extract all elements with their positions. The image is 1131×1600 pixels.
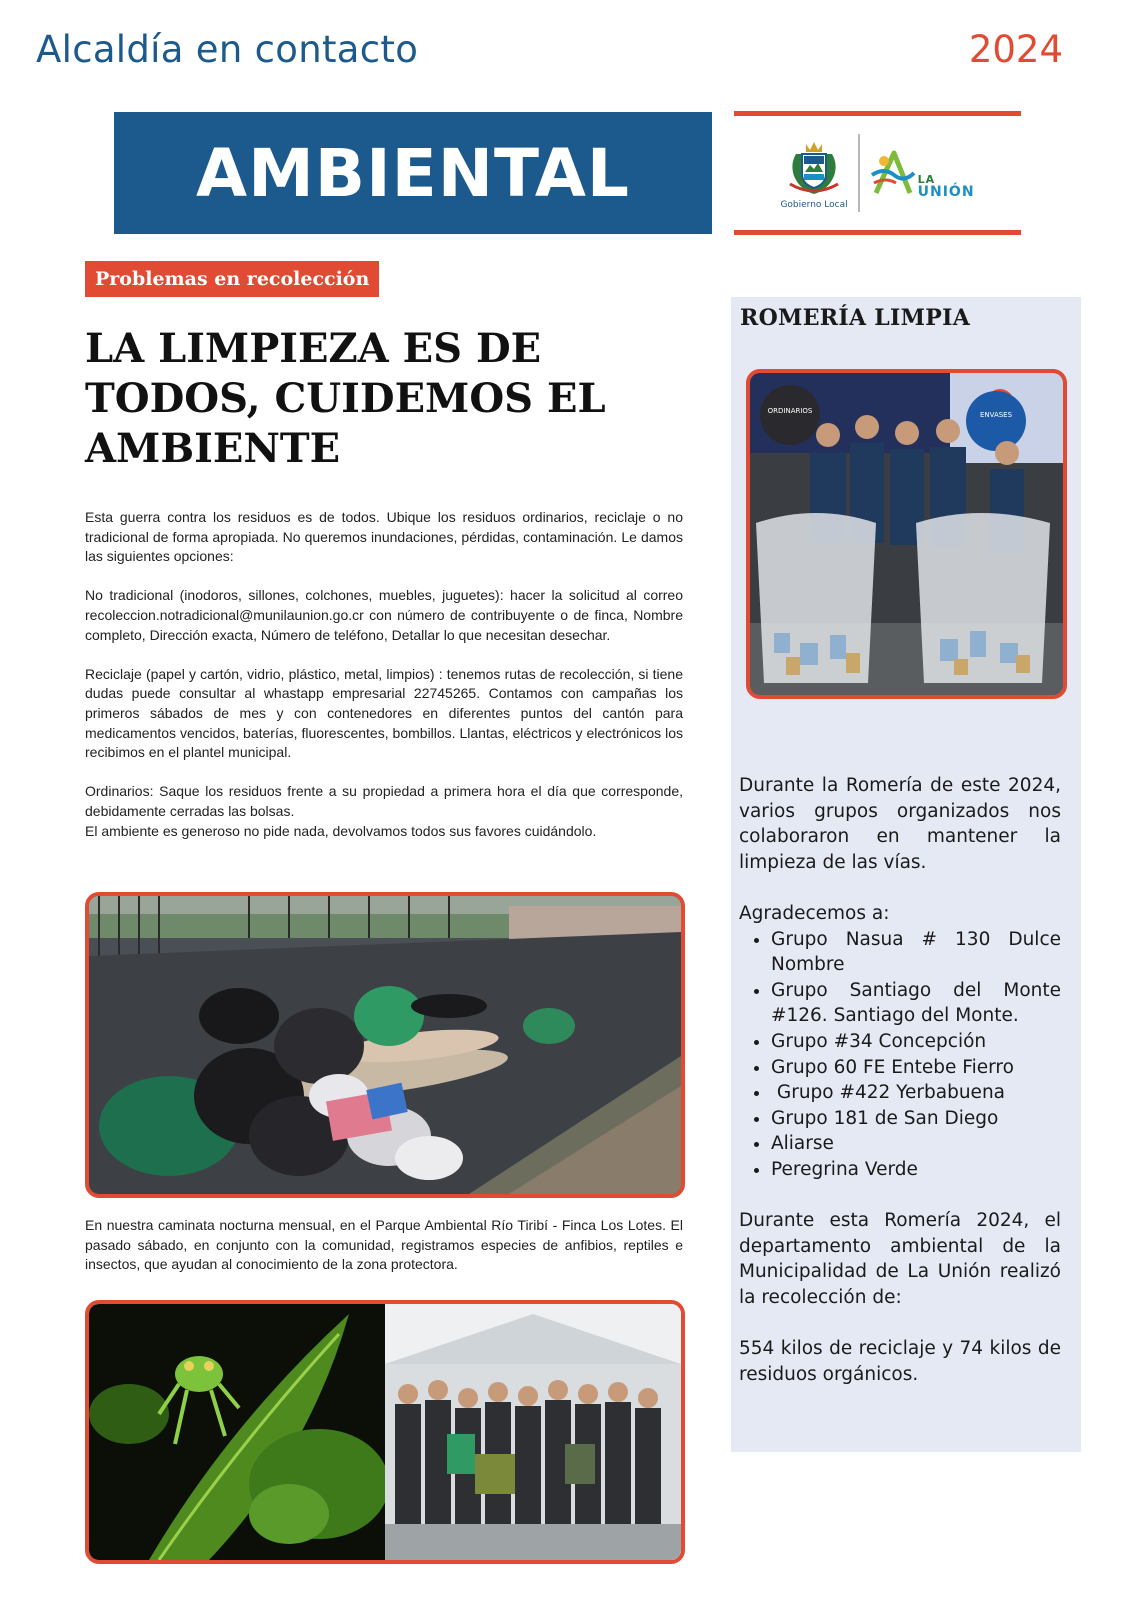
- gobierno-local-caption: Gobierno Local: [780, 200, 848, 210]
- publication-name: Alcaldía en contacto: [36, 28, 419, 71]
- sidebar-thanks-heading: Agradecemos a:: [739, 902, 890, 924]
- body-paragraph: Ordinarios: Saque los residuos frente a su propiedad a primera hora el día que corresponde, debidamente cerradas las bolsas.: [85, 783, 683, 819]
- list-item: • Grupo 181 de San Diego: [771, 1106, 1061, 1132]
- list-item: • Peregrina Verde: [771, 1157, 1061, 1183]
- night-walk-photos: [85, 1300, 685, 1564]
- trash-pile-photo: [85, 892, 685, 1198]
- body-paragraph: Esta guerra contra los residuos es de todos. Ubique los residuos ordinarios, reciclaje o no tradicional de forma apropiada. No queremos inundaciones, pérdidas, contaminación. Le damos las siguientes opciones:: [85, 509, 683, 565]
- logo-top-rule: [734, 111, 1021, 116]
- sidebar-results: Durante esta Romería 2024, el departamento ambiental de la Municipalidad de La Unión realizó la recolección de:: [739, 1210, 1061, 1308]
- section-title: AMBIENTAL: [196, 134, 630, 212]
- group-photo: [385, 1304, 681, 1560]
- list-item: • Grupo 60 FE Entebe Fierro: [771, 1055, 1061, 1081]
- la-union-small: LA: [917, 173, 936, 186]
- list-item: • Grupo #422 Yerbabuena: [771, 1080, 1061, 1106]
- gobierno-local-logo: [780, 136, 847, 210]
- bin-label-envases: ENVASES: [979, 411, 1013, 419]
- sidebar-totals: 554 kilos de reciclaje y 74 kilos de residuos orgánicos.: [739, 1338, 1061, 1385]
- bin-label-ordinarios: ORDINARIOS: [767, 407, 813, 415]
- list-item: • Grupo Nasua # 130 Dulce Nombre: [771, 927, 1061, 978]
- logo-divider: [858, 134, 860, 212]
- article-headline: LA LIMPIEZA ES DE TODOS, CUIDEMOS EL AMBIENTE: [85, 325, 606, 472]
- logo-panel: [734, 111, 1021, 235]
- romeria-photo: [746, 369, 1067, 699]
- frog-photo: [89, 1304, 385, 1560]
- section-banner: [114, 112, 712, 234]
- publication-year: 2024: [968, 28, 1063, 71]
- article-tag-label: Problemas en recolección: [95, 268, 370, 290]
- body-paragraph: No tradicional (inodoros, sillones, colchones, muebles, juguetes): hacer la solicitud al correo recoleccion.notradicional@munilaunion.go.cr con número de contribuyente o de finca, Nombre completo, Dirección exacta, Número de teléfono, Detallar lo que necesitan desechar.: [85, 587, 683, 643]
- la-union-word: UNIÓN: [917, 184, 975, 200]
- list-item: • Grupo #34 Concepción: [771, 1029, 1061, 1055]
- body-paragraph: El ambiente es generoso no pide nada, devolvamos todos sus favores cuidándolo.: [85, 822, 597, 839]
- coat-of-arms-icon: [786, 136, 842, 198]
- list-item: • Aliarse: [771, 1131, 1061, 1157]
- sidebar-groups-list: [739, 927, 1061, 1183]
- body-paragraph: Reciclaje (papel y cartón, vidrio, plástico, metal, limpios) : tenemos rutas de recolección, si tiene dudas puede consultar al whastapp empresarial 22745265. Contamos con campañas los primeros sábados de mes y con contenedores en diferentes puntos del cantón para medicamentos vencidos, baterías, fluorescentes, bombillos. Llantas, eléctricos y electrónicos los recibimos en el plantel municipal.: [85, 665, 683, 761]
- article-tag: [85, 261, 379, 297]
- night-walk-caption: En nuestra caminata nocturna mensual, en el Parque Ambiental Río Tiribí - Finca Los Lotes. El pasado sábado, en conjunto con la comunidad, registramos especies de anfibios, reptiles e insectos, que ayudan al conocimiento de la zona protectora.: [85, 1217, 683, 1273]
- sidebar-title: ROMERÍA LIMPIA: [740, 305, 971, 331]
- la-union-mark-icon: [870, 147, 916, 199]
- logo-bottom-rule: [734, 230, 1021, 235]
- la-union-logo: [870, 147, 975, 199]
- sidebar-intro: Durante la Romería de este 2024, varios grupos organizados nos colaboraron en mantener la limpieza de las vías.: [739, 775, 1061, 873]
- article-body: [85, 508, 683, 841]
- sidebar-text: [739, 773, 1061, 1413]
- list-item: • Grupo Santiago del Monte #126. Santiago del Monte.: [771, 978, 1061, 1029]
